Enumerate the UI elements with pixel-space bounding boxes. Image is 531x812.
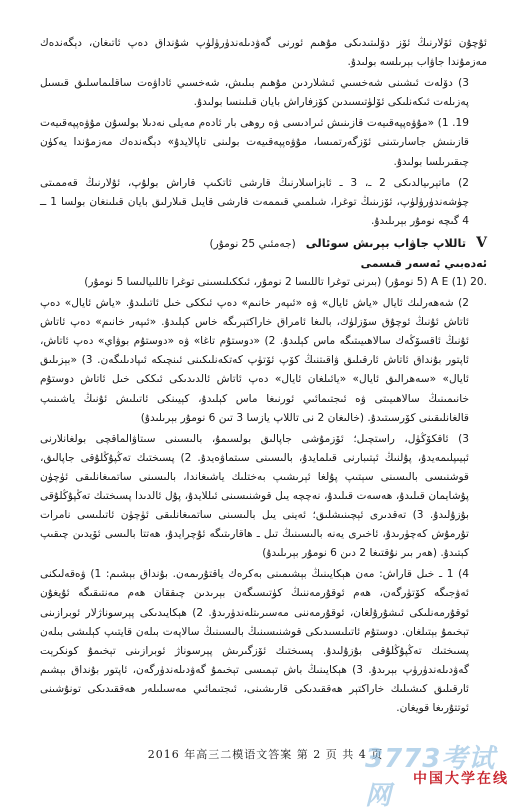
watermark-number: 3773考试网 xyxy=(365,744,496,811)
paragraph-p1: ئۇچۇن ئۆلارنىڭ ئۆز دۆلىتىدىكى مۇھىم ئورنى گەۋدىلەندۈرۈلۈپ شۇنداق دەپ ئاتىغان، دېگەندەك مەزمۇندا جاۋاب بېرىلسە بولىدۇ. xyxy=(40,37,487,69)
paragraph-p2: 3) دۆلەت ئىشىنى شەخسىي ئىشلاردىن مۇھىم بىلىش، شەخسىي ئاداۋەت ساقلىماسلىق قىسىل پەزىلەت ئىكەنلىكى ئۆلۈتىسىدىن كۆزفاراش بايان قىلىنسا بولىدۇ. xyxy=(40,77,469,109)
question-20: .20 (1) A E (5 نومۇر) (بىرنى توغرا تاللىسا 2 نومۇر، ئىككىلىسىنى توغرا تاللىيالىسا 5 نومۇر) xyxy=(84,275,487,288)
page-footer: 2016 年高三二模语文答案 第 2 页 共 4 页 xyxy=(147,748,384,761)
question-20-part-4: 4) 1 ـ خىل قاراش: مەن ھېكايىنىڭ بېشىمىنى بەكرەك ياقتۇرىمەن. بۇنداق بېشىم: 1) ۋەقەلىكنى ئەۋجىگە كۆتۈرگەن، ھەم ئوقۇرمەننىڭ كۈتىسىگەن بېرىدىن چىققان ھەم مەنتىقىگە ئۇيغۇن ئوقۇرمەنلىكى ئىشۇرۇلغان، ئوقۇرمەننى مەسىرىتلەندۈرىدۇ. 2) ھېكايىدىكى پېرسوناژلار ئوبرازىنى تېخىمۇ بېتىلغان. دوستۇم ئاتىلىسىدىكى قوشنىسىنىڭ بالىسىنىڭ سالاپەت بىلەن قايتىپ كېلىشى بىلەن پسىختىك تەڭپۇڭلۇقى بۇزۇلىدۇ. پسىختىك ئۆزگىرىش پېرسوناژ ئوبرازىنى تېخىمۇ كونكرېت گەۋدىلەندۈرۈپ بېرىدۇ. 3) ھېكايىنىڭ باش تېمىسى تېخىمۇ گەۋدىلەندۈرگەن، ئاپتور بۇنداق بېشىم ئارقىلىق كىشىلىك خاراكتېر ھەققىدىكى قارىشىنى، ئىجتىمائىي مەسىلىلەر ھەققىدىكى تونۇشىنى ئوتتۇرىغا قويغان. xyxy=(40,568,469,714)
answer-text-top xyxy=(40,34,487,231)
subsection-heading: ئەدەبىي ئەسەر قىسمى xyxy=(360,256,487,270)
site-watermark xyxy=(365,738,515,811)
section-title: تاللاپ جاۋاب بېرىش سوئالى xyxy=(305,235,467,250)
paragraph-p4: 2) ماتېرىيالدىكى 2 ـ، 3 ـ ئابزاسلارنىڭ قارشى ئاتكىپ قاراش بولۇپ، ئۇلارنىڭ قەممىتى چۈشەندۈرۈلۈپ، ئۆزىنىڭ توغرا، شىلمىي قىممەت قارشى قايىل قىلارلىق بايان قىلىنغان بولسا 1 ــ 4 گىچە نومۇر بېرىلىدۇ. xyxy=(40,176,470,227)
question-20-part-3: 3) ئاقكۆڭۈل، راستچىل؛ ئۆزمۇشى جاپالىق بولسىمۇ، بالىسىنى سىتاۋالماقچى بولغانلارنى ئېيىپلىمەيدۇ، پۇلنىڭ ئېتىبارنى قىلمايدۇ، بالىسىنى سىتماۋەيدۇ. 2) پسىختىك تەڭپۇڭلۇقى جاپالىق، قوشنىسى بالىسىنى سېتىپ پۇلغا ئېرىشىپ بەختلىك ياشىغاندا، بالىسىنى ساتمىغانلىقى ئۈچۈن پۇشايمان قىلىدۇ، ھەسەت قىلىدۇ، نەچچە يىل قوشنىسىنى ئىللايدۇ، پۇل ئالدىدا پسىختىك تەڭپۇڭلۇقى بۇزۇلىدۇ. 3) تەقدىرى ئېچىنىشلىق؛ ئەينى يىل بالىسىنى ساتمىغانلىقى ئۈچۈن ئاتىلىسى نامرات تۇرمۇش كەچۈرىدۇ، ئاخىرى يەنە بالىسىنىڭ تىل ـ ھاقارىتىگە ئۇچرايدۇ، ھەتتا بالىسى ئۆيدىن چىقىپ كېتىدۇ. (ھەر بىر نۇقتىغا 2 دىن 6 نومۇر بېرىلىدۇ) xyxy=(40,432,469,560)
section-numeral: V xyxy=(476,234,487,251)
paragraph-p3: 19. 1) «مۇۋەپپەقىيەت قازىنىش ئىرادىسى ۋە روھى بار ئادەم مەيلى نەدىلا بولسۇن مۇۋەپپەقىيەت قازىنىش جاسارىتىنى ئۆزگەرتمىسا، مۇۋەپپەقىيەت بولىنى تاپالايدۇ» دېگەندەك مەزمۇندا يەكۈن چىقىرىلسا بولىدۇ. xyxy=(40,117,469,168)
section-heading xyxy=(40,233,487,254)
watermark-site: 中国大学在线 xyxy=(413,771,509,787)
question-20-part-2: 2) شەھەرلىك ئايال «ياش ئايال» ۋە «ئىپەر خانىم» دەپ ئىككى خىل ئاتىلىدۇ. «ياش ئايال» دەپ ئاتاش ئۇنىڭ ئوچۇق سۆزلۈك، بالىغا ئامراق خاراكتېرىگە خاس كېلىدۇ. «ئىپەر خانىم» دەپ ئاتاش ئۇنىڭ ئاقسۆڭەك سالاھىيىتىگە ماس كېلىدۇ. 2) «دوستۇم تاغا» ۋە «دوستۇم بوۋاي» دەپ ئاتاش، ئاپتور بۇنداق ئاتاش ئارقىلىق ۋاقىتنىڭ كۆپ ئۆتۈپ كەتكەنلىكىنى ئىنچىكە ئىپادىلىگەن. 3) «بېزىلىق ئايال» «سەھرالىق ئايال» «يائىلغان ئايال» دەپ ئاتاش ئالدىدىكى ئىككى خىل ئاتاش دوستۇم خانىمىنىڭ سالاھىيىتى ۋە ئىجتىمائىي ئورنىغا ماس كېلىدۇ، كېيىنكى ئاتىلىش ئۇنىڭ ياشىنىپ قالغانلىقىنى كۆرسىتىدۇ. (خالىغان 2 نى تاللاپ يازسا 3 تىن 6 نومۇر بېرىلىدۇ) xyxy=(40,297,469,424)
section-note: (جەمئىي 25 نومۇر) xyxy=(209,237,296,250)
answer-text-bottom xyxy=(40,273,487,718)
